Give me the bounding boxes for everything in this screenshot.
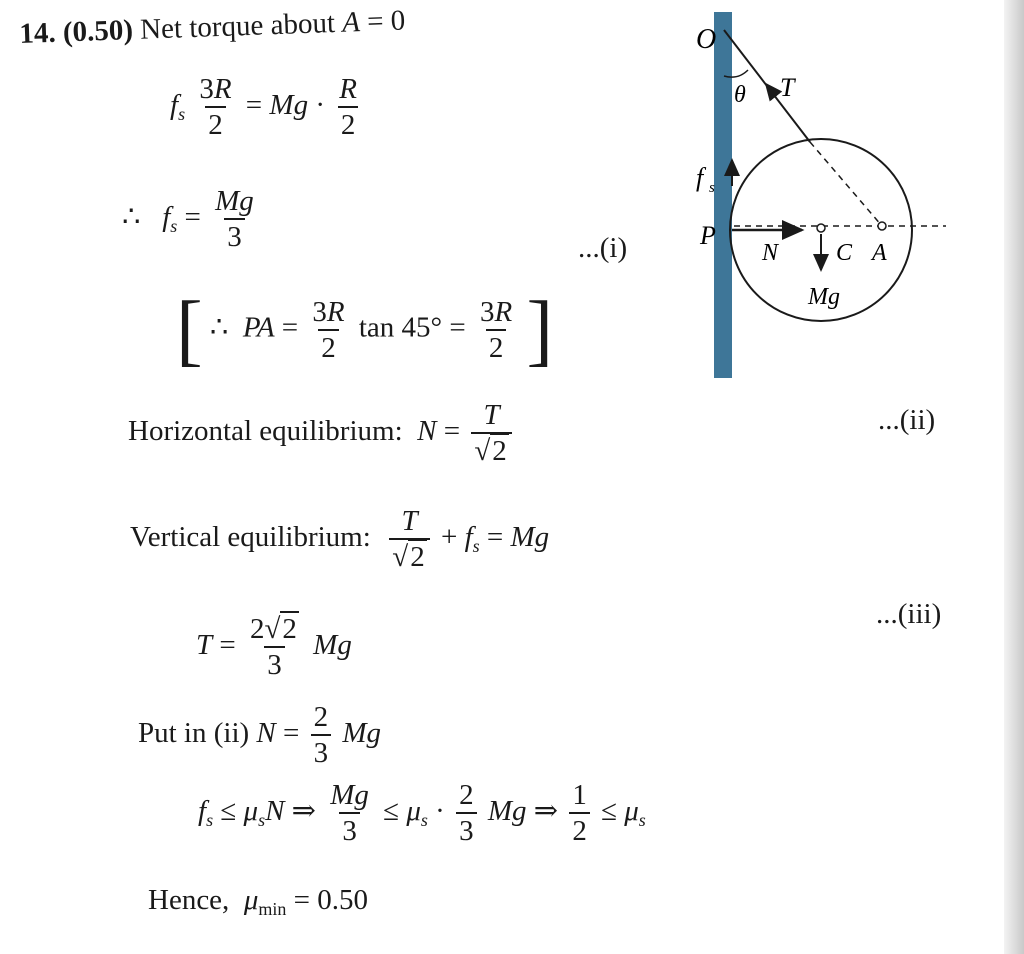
hence-label: Hence, xyxy=(148,884,230,916)
label-c: C xyxy=(836,240,853,266)
label-o: O xyxy=(696,24,717,55)
tension-arrow xyxy=(766,84,774,94)
label-n: N xyxy=(762,240,779,266)
vertical-equilibrium: Vertical equilibrium: $\frac{T}{√2}$ + $f_s = Mg$ xyxy=(130,505,550,574)
put-in-label: Put in (ii) xyxy=(138,717,250,750)
equation-tag-ii: ...(ii) xyxy=(878,404,936,436)
tan-45: tan 45° xyxy=(358,311,443,344)
label-p: P xyxy=(700,221,716,250)
equation-tag-i: ...(i) xyxy=(578,232,628,264)
normal-result: Put in (ii) N = $\frac{2}{3}$ Mg xyxy=(138,701,382,770)
horizontal-equilibrium: Horizontal equilibrium: N = $\frac{T}{√2}$ xyxy=(128,400,516,467)
question-number: 14. xyxy=(18,16,57,51)
label-fs: f xyxy=(696,163,704,192)
label-mg: Mg xyxy=(808,284,840,310)
mu-min-value: = 0.50 xyxy=(293,884,368,916)
therefore-symbol: ∴ xyxy=(122,201,141,234)
heading-text: Net torque about xyxy=(139,7,336,46)
final-answer: Hence, $\mu_{min} = 0.50$ xyxy=(148,884,368,919)
heading-rhs: = 0 xyxy=(366,4,406,38)
mu-min-sub: min xyxy=(258,899,287,919)
therefore-symbol: ∴ xyxy=(209,311,229,344)
label-t: T xyxy=(780,73,795,102)
label-theta: θ xyxy=(734,82,746,108)
label-fs-sub: s xyxy=(709,180,715,196)
center-point xyxy=(817,224,825,232)
horizontal-label: Horizontal equilibrium: xyxy=(128,415,403,448)
friction-inequality: $f_s \le \mu_sN$ ⇒ $\frac{Mg}{3}$ ≤ $\mu_s$ · $\frac{2}{3}$ Mg ⇒ $\frac{1}{2}$ ≤ $\mu_s$ xyxy=(198,779,646,848)
point-a xyxy=(878,222,886,230)
equation-tag-iii: ...(iii) xyxy=(876,598,942,630)
torque-equation: $f_s$ $\frac{3R}{2}$ = Mg · $\frac{R}{2}$ xyxy=(170,73,357,142)
tension-result: T = $\frac{2√2}{3}$ Mg xyxy=(196,613,352,682)
wall-sphere-diagram xyxy=(690,8,960,388)
vertical-label: Vertical equilibrium: xyxy=(130,521,371,554)
heading-point: A xyxy=(341,6,361,39)
pa-relation: [ ∴ PA = $\frac{3R}{2}$ tan 45° = $\frac{3R}{2}$ ] xyxy=(176,286,554,374)
page-edge-shadow xyxy=(1004,0,1024,954)
fs-result: ∴ $f_s$ = $\frac{Mg}{3}$ xyxy=(122,185,254,254)
solution-heading xyxy=(19,5,406,51)
answer-value: (0.50) xyxy=(62,14,134,49)
label-a: A xyxy=(872,240,887,266)
wall xyxy=(714,12,732,378)
